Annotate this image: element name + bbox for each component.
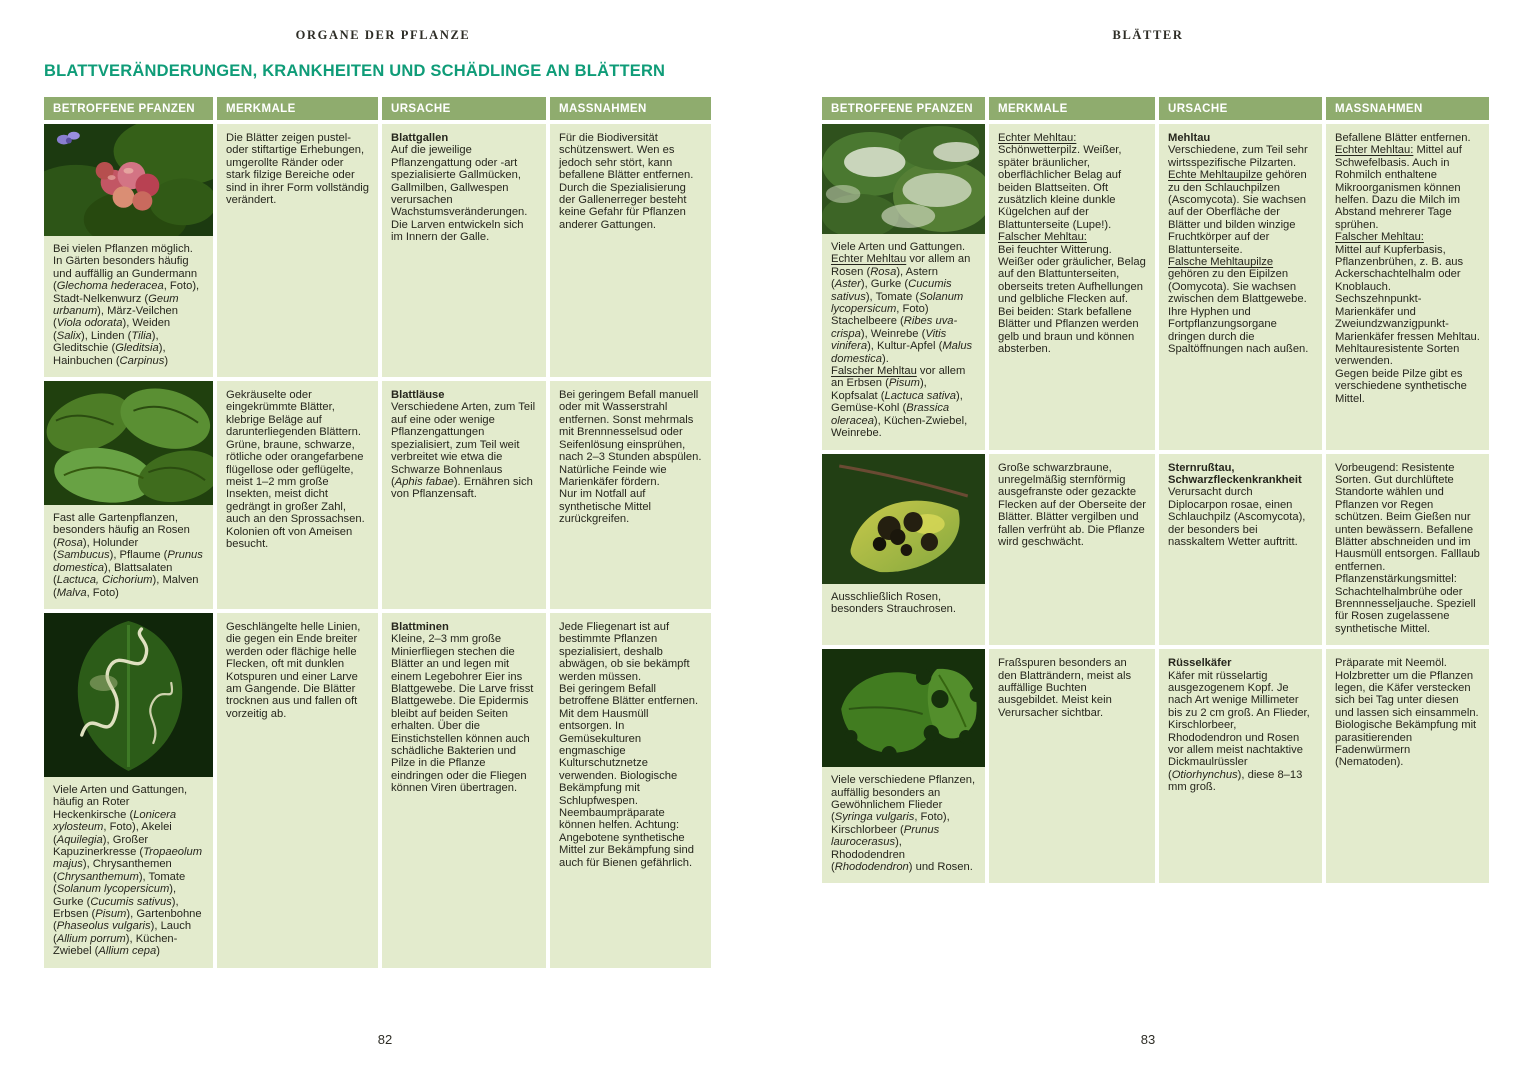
weevil-notch-photo	[822, 649, 985, 767]
table-right	[822, 97, 1489, 883]
plants-cell-row2	[44, 381, 213, 609]
table-left	[44, 97, 711, 968]
merkmale-cell-row1: Echter Mehltau: Schönwetterpilz. Weißer, später bräunlicher, oberflächlicher Belag auf beiden Blattseiten. Oft zusätzlich kleine dunkle Kügelchen auf der Blattunterseite (Lupe!). Falscher Mehltau: Bei feuchter Witterung. Weißer oder gräulicher, Belag auf den Blattunterseiten, oberseits treten Aufhellungen und gelbliche Flecken auf. Bei beiden: Stark befallene Blätter und Pflanzen werden gelb und braun und können absterben.	[989, 124, 1155, 450]
column-header-merkmale: MERKMALE	[217, 97, 378, 120]
column-header-massnahmen: MASSNAHMEN	[550, 97, 711, 120]
blackspot-leaf-photo	[822, 454, 985, 584]
ursache-cell-row3: Blattminen Kleine, 2–3 mm große Minierfliegen stechen die Blätter an und legen mit einem Legebohrer Eier ins Blattgewebe. Die Larve frisst Blattgewebe. Die Epidermis bleibt auf beiden Seiten erhalten. Über die Einstichstellen können auch schädliche Bakterien und Pilze in die Pflanze eindringen oder die Fliegen können Viren übertragen.	[382, 613, 546, 968]
leaf-galls-photo	[44, 124, 213, 236]
ursache-cell-row1: Mehltau Verschiedene, zum Teil sehr wirtsspezifische Pilzarten. Echte Mehltaupilze gehören zu den Schlauchpilzen (Ascomycota). Sie wachsen auf der Oberfläche der Blätter und bilden winzige Fruchtkörper auf der Blattunterseite. Falsche Mehltaupilze gehören zu den Eipilzen (Oomycota). Sie wachsen zwischen dem Blattgewebe. Ihre Hyphen und Fortpflanzungsorgane dringen durch die Spaltöffnungen nach außen.	[1159, 124, 1322, 450]
merkmale-cell-row1: Die Blätter zeigen pustel- oder stiftartige Erhebungen, umgerollte Ränder oder stark filzige Bereiche oder sind in ihrer Form vollständig verändert.	[217, 124, 378, 377]
running-head-left: ORGANE DER PFLANZE	[295, 28, 471, 42]
plants-cell-row3	[822, 649, 985, 883]
running-head-right: BLÄTTER	[1112, 28, 1184, 42]
merkmale-cell-row2: Große schwarzbraune, unregelmäßig sternförmig ausgefranste oder gezackte Flecken auf der Oberseite der Blätter. Blätter vergilben und fallen verfrüht ab. Die Pflanze wird geschwächt.	[989, 454, 1155, 646]
massnahmen-cell-row1: Befallene Blätter entfernen. Echter Mehltau: Mittel auf Schwefelbasis. Auch in Rohmilch enthaltene Mikroorganismen können helfen. Dazu die Milch im Abstand mehrerer Tage sprühen. Falscher Mehltau: Mittel auf Kupferbasis, Pflanzenbrühen, z. B. aus Ackerschachtelhalm oder Knoblauch. Sechszehnpunkt-Marienkäfer und Zweiundzwanzigpunkt-Marienkäfer fressen Mehltau. Mehltauresistente Sorten verwenden. Gegen beide Pilze gibt es verschiedene synthetische Mittel.	[1326, 124, 1489, 450]
plants-cell-row1	[822, 124, 985, 450]
massnahmen-cell-row2: Vorbeugend: Resistente Sorten. Gut durchlüftete Standorte wählen und Pflanzen vor Regen schützen. Beim Gießen nur unten bewässern. Befallene Blätter abschneiden und im Hausmüll entsorgen. Falllaub entfernen. Pflanzenstärkungsmittel: Schachtelhalmbrühe oder Brennnesseljauche. Speziell für Rosen zugelassene synthetische Mittel.	[1326, 454, 1489, 646]
page-title: BLATTVERÄNDERUNGEN, KRANKHEITEN UND SCHÄDLINGE AN BLÄTTERN	[44, 62, 666, 80]
ursache-cell-row3: Rüsselkäfer Käfer mit rüsselartig ausgezogenem Kopf. Je nach Art wenige Millimeter bis zu 2 cm groß. An Flieder, Kirschlorbeer, Rhododendron und Rosen vor allem meist nachtaktive Dickmaulrüssler (Otiorhynchus), diese 8–13 mm groß.	[1159, 649, 1322, 883]
column-header-massnahmen: MASSNAHMEN	[1326, 97, 1489, 120]
ursache-cell-row2: Blattläuse Verschiedene Arten, zum Teil auf eine oder wenige Pflanzengattungen spezialisiert, zum Teil weit verbreitet wie etwa die Schwarze Bohnenlaus (Aphis fabae). Ernähren sich von Pflanzensaft.	[382, 381, 546, 609]
page-number-left: 82	[377, 1032, 393, 1047]
plants-caption: Viele Arten und Gattungen, häufig an Roter Heckenkirsche (Lonicera xylosteum, Foto), Akelei (Aquilegia), Großer Kapuzinerkresse (Tropaeolum majus), Chrysanthemen (Chrysanthemum), Tomate (Solanum lycopersicum), Gurke (Cucumis sativus), Erbsen (Pisum), Gartenbohne (Phaseolus vulgaris), Lauch (Allium porrum), Küchen-Zwiebel (Allium cepa)	[53, 783, 203, 958]
plants-caption: Bei vielen Pflanzen möglich. In Gärten besonders häufig und auffällig an Gundermann (Glechoma hederacea, Foto), Stadt-Nelkenwurz (Geum urbanum), März-Veilchen (Viola odorata), Weiden (Salix), Linden (Tilia), Gleditschie (Gleditsia), Hainbuchen (Carpinus)	[53, 243, 200, 367]
mildew-leaves-photo	[822, 124, 985, 234]
plants-cell-row2	[822, 454, 985, 646]
merkmale-cell-row3: Fraßspuren besonders an den Blatträndern, meist als auffällige Buchten ausgebildet. Meist kein Verursacher sichtbar.	[989, 649, 1155, 883]
column-header-ursache: URSACHE	[1159, 97, 1322, 120]
plants-caption: Viele Arten und Gattungen. Echter Mehltau vor allem an Rosen (Rosa), Astern (Aster), Gurke (Cucumis sativus), Tomate (Solanum lycopersicum, Foto) Stachelbeere (Ribes uva-crispa), Weinrebe (Vitis vinifera), Kultur-Apfel (Malus domestica). Falscher Mehltau vor allem an Erbsen (Pisum), Kopfsalat (Lactuca sativa), Gemüse-Kohl (Brassica oleracea), Küchen-Zwiebel, Weinrebe.	[831, 241, 973, 440]
plants-cell-row1	[44, 124, 213, 377]
plants-caption: Viele verschiedene Pflanzen, auffällig besonders an Gewöhnlichem Flieder (Syringa vulgaris, Foto), Kirschlorbeer (Prunus laurocerasus), Rhododendren (Rhododendron) und Rosen.	[831, 774, 976, 874]
leaf-mines-photo	[44, 613, 213, 777]
massnahmen-cell-row1: Für die Biodiversität schützenswert. Wen es jedoch sehr stört, kann befallene Blätter entfernen. Durch die Spezialisierung der Gallenerreger besteht keine Gefahr für Pflanzen anderer Gattungen.	[550, 124, 711, 377]
ursache-cell-row2: Sternrußtau, Schwarzfleckenkrankheit Verursacht durch Diplocarpon rosae, einen Schlauchpilz (Ascomycota), der besonders bei nasskaltem Wetter auftritt.	[1159, 454, 1322, 646]
column-header-ursache: URSACHE	[382, 97, 546, 120]
ursache-cell-row1: Blattgallen Auf die jeweilige Pflanzengattung oder -art spezialisierte Gallmücken, Gallmilben, Gallwespen verursachen Wachstumsveränderungen. Die Larven entwickeln sich im Innern der Galle.	[382, 124, 546, 377]
plants-caption: Ausschließlich Rosen, besonders Strauchrosen.	[831, 590, 957, 615]
massnahmen-cell-row2: Bei geringem Befall manuell oder mit Wasserstrahl entfernen. Sonst mehrmals mit Brennnesselsud oder Seifenlösung einsprühen, nach 2–3 Stunden abspülen. Natürliche Feinde wie Marienkäfer fördern. Nur im Notfall auf synthetische Mittel zurückgreifen.	[550, 381, 711, 609]
merkmale-cell-row3: Geschlängelte helle Linien, die gegen ein Ende breiter werden oder flächige helle Flecken, oft mit dunklen Kotspuren und einer Larve am Gangende. Die Blätter trocknen aus und fallen oft vorzeitig ab.	[217, 613, 378, 968]
plants-caption: Fast alle Gartenpflanzen, besonders häufig an Rosen (Rosa), Holunder (Sambucus), Pflaume (Prunus domestica), Blattsalaten (Lactuca, Cichorium), Malven (Malva, Foto)	[53, 512, 203, 599]
column-header-merkmale: MERKMALE	[989, 97, 1155, 120]
massnahmen-cell-row3: Präparate mit Neemöl. Holzbretter um die Pflanzen legen, die Käfer verstecken sich bei Tag unter diesen und lassen sich einsammeln. Biologische Bekämpfung mit parasitierenden Fadenwürmern (Nematoden).	[1326, 649, 1489, 883]
merkmale-cell-row2: Gekräuselte oder eingekrümmte Blätter, klebrige Beläge auf darunterliegenden Blättern. Grüne, braune, schwarze, rötliche oder orangefarbene flügellose oder geflügelte, meist 1–2 mm große Insekten, meist dicht gedrängt in großer Zahl, auch an den Sprossachsen. Kolonien oft von Ameisen besucht.	[217, 381, 378, 609]
massnahmen-cell-row3: Jede Fliegenart ist auf bestimmte Pflanzen spezialisiert, deshalb abwägen, ob sie bekämpft werden müssen. Bei geringem Befall betroffene Blätter entfernen. Mit dem Hausmüll entsorgen. In Gemüsekulturen engmaschige Kulturschutznetze verwenden. Biologische Bekämpfung mit Schlupfwespen. Neembaumpräparate können helfen. Achtung: Angebotene synthetische Mittel zur Bekämpfung sind auch für Bienen gefährlich.	[550, 613, 711, 968]
page-number-right: 83	[1140, 1032, 1156, 1047]
column-header-betroffene-pfanzen: BETROFFENE PFANZEN	[822, 97, 985, 120]
curled-leaves-photo	[44, 381, 213, 505]
plants-cell-row3	[44, 613, 213, 968]
column-header-betroffene-pfanzen: BETROFFENE PFANZEN	[44, 97, 213, 120]
